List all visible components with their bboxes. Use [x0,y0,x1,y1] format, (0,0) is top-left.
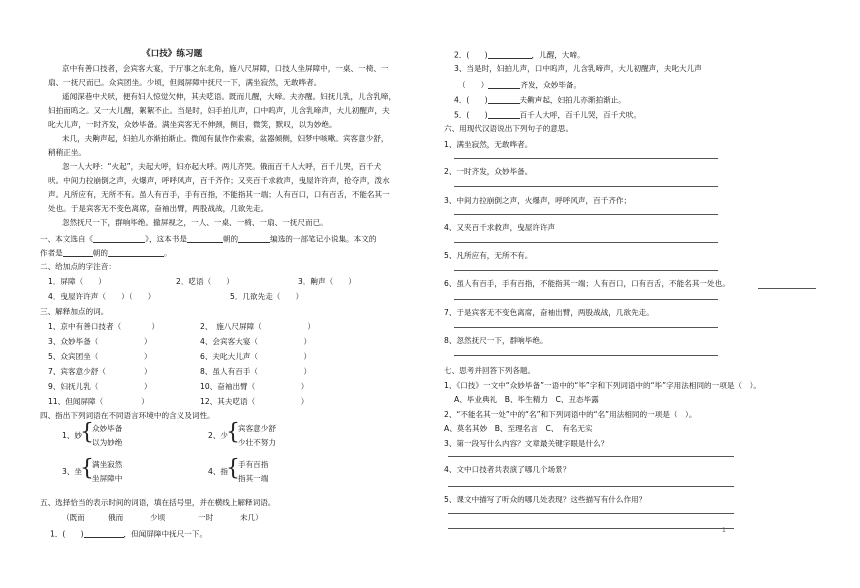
q1-text: 。 [163,248,172,258]
brace-icon: { [80,420,94,445]
q6-item: 3、中间力拉崩倒之声，火爆声，呼呼风声，百千齐作； [444,196,632,205]
passage-line: 忽一人大呼：“火起”，夫起大呼，妇亦起大呼。两儿齐哭。俄而百千人大呼，百千儿哭，百千犬 [62,162,382,171]
q6-item: 6、虽人有百手，手有百指，不能指其一端；人有百口，口有百舌，不能名其一处也。 [444,279,730,288]
q5-item [454,95,626,104]
q5-blank[interactable] [488,110,520,119]
passage-line: 叱大儿声，一时齐发，众妙毕备。满坐宾客无不伸颈，侧目，微笑，默叹，以为妙绝。 [48,120,337,129]
answer-line[interactable] [454,158,718,159]
page-number: 1 [722,527,726,534]
q5-word: 一时 [198,513,214,522]
q3-item[interactable]: 5、众宾团坐（ ） [48,352,152,361]
passage-line: 处也。于是宾客无不变色离席，奋袖出臂，两股战战，几欲先走。 [48,204,269,213]
q3-heading: 三、解释加点的词。 [40,307,109,316]
q1-text: 作者是 [40,248,63,258]
answer-line[interactable] [448,456,734,457]
answer-line[interactable] [454,327,718,328]
q5-item [458,80,581,89]
q5-item-paren[interactable]: 1．( ) [50,529,84,539]
q1-line2 [40,248,172,257]
q4-label: 3、坐 [62,467,83,476]
q3-item[interactable]: 3、众妙毕备（ ） [48,337,152,346]
q6-heading: 六、用现代汉语说出下列句子的意思。 [444,124,574,133]
q1-text: 一、本文选自《 [40,234,94,244]
q5-item-text: ，但闻屏障中抚尺一下。 [123,529,208,539]
passage-line: 遥闻深巷中犬吠，便有妇人惊觉欠伸，其夫呓语。既而儿醒，大啼。夫亦醒。妇抚儿乳，儿含乳啼， [62,92,397,101]
q5-item [50,529,207,538]
q3-item[interactable]: 12、其夫呓语（ ） [200,397,309,406]
q6-item: 7、于是宾客无不变色离席，奋袖出臂，两股战战，几欲先走。 [444,308,654,317]
q3-item[interactable]: 9、妇抚儿乳（ ） [48,382,152,391]
q7-question: 3、第一段写什么内容？文章最关键字眼是什么？ [444,439,609,448]
q7-question: 1、《口技》一文中“众妙毕备”一语中的“毕”字和下列词语中的“毕”字用法相同的一项是（ ）。 [444,381,761,390]
q2-item[interactable]: 3．齁声（ ） [298,277,356,286]
q2-item[interactable]: 1．屏障（ ） [48,277,106,286]
q3-item[interactable]: 10、奋袖出臂（ ） [200,382,309,391]
q5-item-text: 齐发，众妙毕备。 [520,80,582,90]
q5-item-text: 百千人大呼，百千儿哭，百千犬吠。 [519,110,642,120]
answer-line[interactable] [448,486,734,487]
q4-label: 4、指 [208,467,229,476]
q3-item[interactable]: 11、但闻屏障（ ） [48,397,149,406]
q7-question: 5、课文中描写了听众的哪几处表现？这些描写有什么作用？ [444,495,647,504]
q4-usage: 以为妙绝 [92,438,123,447]
q1-blank-author-dynasty[interactable] [63,248,93,257]
q3-item[interactable]: 4、会宾客大宴（ ） [200,337,312,346]
q1-text: 编选的一部笔记小说集。本文的 [270,234,377,244]
q7-options[interactable]: A、莫名其妙 B、至理名言 C、 有名无实 [444,424,593,433]
q4-usage: 手有百指 [238,460,269,469]
q5-item-text: 夫齁声起，妇拍儿亦渐拍渐止。 [519,95,626,105]
q6-item: 2、一时齐发，众妙毕备。 [444,167,533,176]
q5-word: 俄而 [108,513,124,522]
q4-usage: 坐屏障中 [92,474,123,483]
passage-line: 忽然抚尺一下，群响毕绝。撤屏视之，一人、一桌、一椅、一扇、一抚尺而已。 [62,218,328,227]
q7-question: 2、“不能名其一处”中的“名”和下列词语中的“名”用法相同的一项是（ ）。 [444,410,697,419]
q7-options[interactable]: A、毕业典礼 B、毕生精力 C、丑态毕露 [454,395,599,404]
q5-blank[interactable] [488,95,520,104]
q3-item[interactable]: 8、虽人有百手（ ） [200,367,312,376]
q1-blank-dynasty[interactable] [187,234,223,243]
q5-word: 未几） [240,513,263,522]
passage-line: 扇、一抚尺而已。众宾团坐。少顷，但闻屏障中抚尺一下，满坐寂然，无敢哗者。 [48,78,322,87]
q5-heading: 五、选择恰当的表示时间的词语，填在括号里，并在横线上解释词语。 [40,498,276,507]
q3-item[interactable]: 1、京中有善口技者（ ） [48,322,160,331]
q5-blank[interactable] [488,50,532,59]
answer-line[interactable] [454,186,718,187]
q5-word: （既而 [62,513,85,522]
q2-item[interactable]: 4．曳屋许许声（ ）（ ） [48,292,156,301]
q3-item[interactable]: 2、 施八尺屏障（ ） [200,322,315,331]
passage-line: 声。凡所应有，无所不有。虽人有百手，手有百指，不能指其一端；人有百口，口有百舌，不能名其一 [48,190,390,199]
q5-blank[interactable] [84,529,124,538]
q4-heading: 四、指出下列词语在不同语言环境中的含义及词性。 [40,411,215,420]
q1-text: 朝的 [222,234,239,244]
q1-blank-editor[interactable] [238,234,270,243]
answer-line[interactable] [448,528,734,529]
q6-item: 4、又夹百千求救声，曳屋许许声 [444,223,556,232]
q2-heading: 二、给加点的字注音： [40,262,116,271]
brace-icon: { [226,420,240,445]
q7-heading: 七、思考并回答下列各题。 [444,366,536,375]
worksheet-title: 《口技》练习题 [142,49,203,59]
q7-question: 4、文中口技者共表演了哪几个场景？ [444,465,571,474]
brace-icon: { [226,456,240,481]
answer-line[interactable] [454,214,718,215]
passage-line: 稍稍正坐。 [48,148,86,157]
q5-item-paren[interactable]: （ ） [458,80,489,90]
q6-item: 8、忽然抚尺一下，群响毕绝。 [444,336,548,345]
passage-line: 妇拍而呜之。又一大儿醒，絮絮不止。当是时，妇手拍儿声，口中呜声，儿含乳啼声，大儿初醒声，夫 [48,106,390,115]
q5-item [454,110,641,119]
passage-line: 京中有善口技者，会宾客大宴，于厅事之东北角，施八尺屏障，口技人坐屏障中，一桌、一椅、一 [62,64,389,73]
q4-usage: 宾客意少舒 [238,424,276,433]
q1-line1 [40,234,376,243]
q5-item [454,50,585,59]
q5-blank[interactable] [488,80,520,89]
answer-line[interactable] [448,513,734,514]
q5-item-paren[interactable]: 4．( ) [454,95,488,105]
q2-item[interactable]: 2．呓语（ ） [176,277,234,286]
q5-item-paren[interactable]: 2．( ) [454,50,488,60]
q4-label: 2、少 [208,431,229,440]
answer-line[interactable] [454,299,718,300]
q4-label: 1、妙 [62,431,83,440]
q4-usage: 众妙毕备 [92,424,123,433]
q3-item[interactable]: 7、宾客意少舒（ ） [48,367,152,376]
q5-word: 少顷 [150,513,166,522]
passage-line: 吠。中间力拉崩倒之声，火爆声，呼呼风声，百千齐作；又夹百千求救声，曳屋许许声，抢夺声，泼水 [48,176,390,185]
answer-line[interactable] [454,242,718,243]
q3-item[interactable]: 6、夫叱大儿声（ ） [200,352,312,361]
q4-usage: 满坐寂然 [92,460,123,469]
q1-text: 朝的 [92,248,108,258]
q1-blank-book[interactable] [93,234,145,243]
q6-item: 1、满坐寂然，无敢哗者。 [444,140,533,149]
q5-item-paren[interactable]: 5．( ) [454,110,488,120]
brace-icon: { [80,456,94,481]
q2-item[interactable]: 5．几欲先走（ ） [230,292,304,301]
passage-line: 未几，夫齁声起，妇拍儿亦渐拍渐止。微闻有鼠作作索索，盆器倾侧，妇梦中咳嗽。宾客意少舒， [62,134,389,143]
q5-item: 3、当是时，妇拍儿声，口中呜声，儿含乳啼声，大儿初醒声，夫叱大儿声 [454,64,702,73]
q1-blank-author[interactable] [108,248,164,257]
q4-usage: 指其一端 [238,474,269,483]
q6-item: 5、凡所应有，无所不有。 [444,251,533,260]
answer-line[interactable] [758,288,816,289]
answer-line[interactable] [454,270,718,271]
q5-item-text: ，儿醒，大啼。 [531,50,585,60]
answer-line[interactable] [454,355,718,356]
q4-usage: 少壮不努力 [238,438,276,447]
q1-text: 》，这本书是 [145,234,187,244]
